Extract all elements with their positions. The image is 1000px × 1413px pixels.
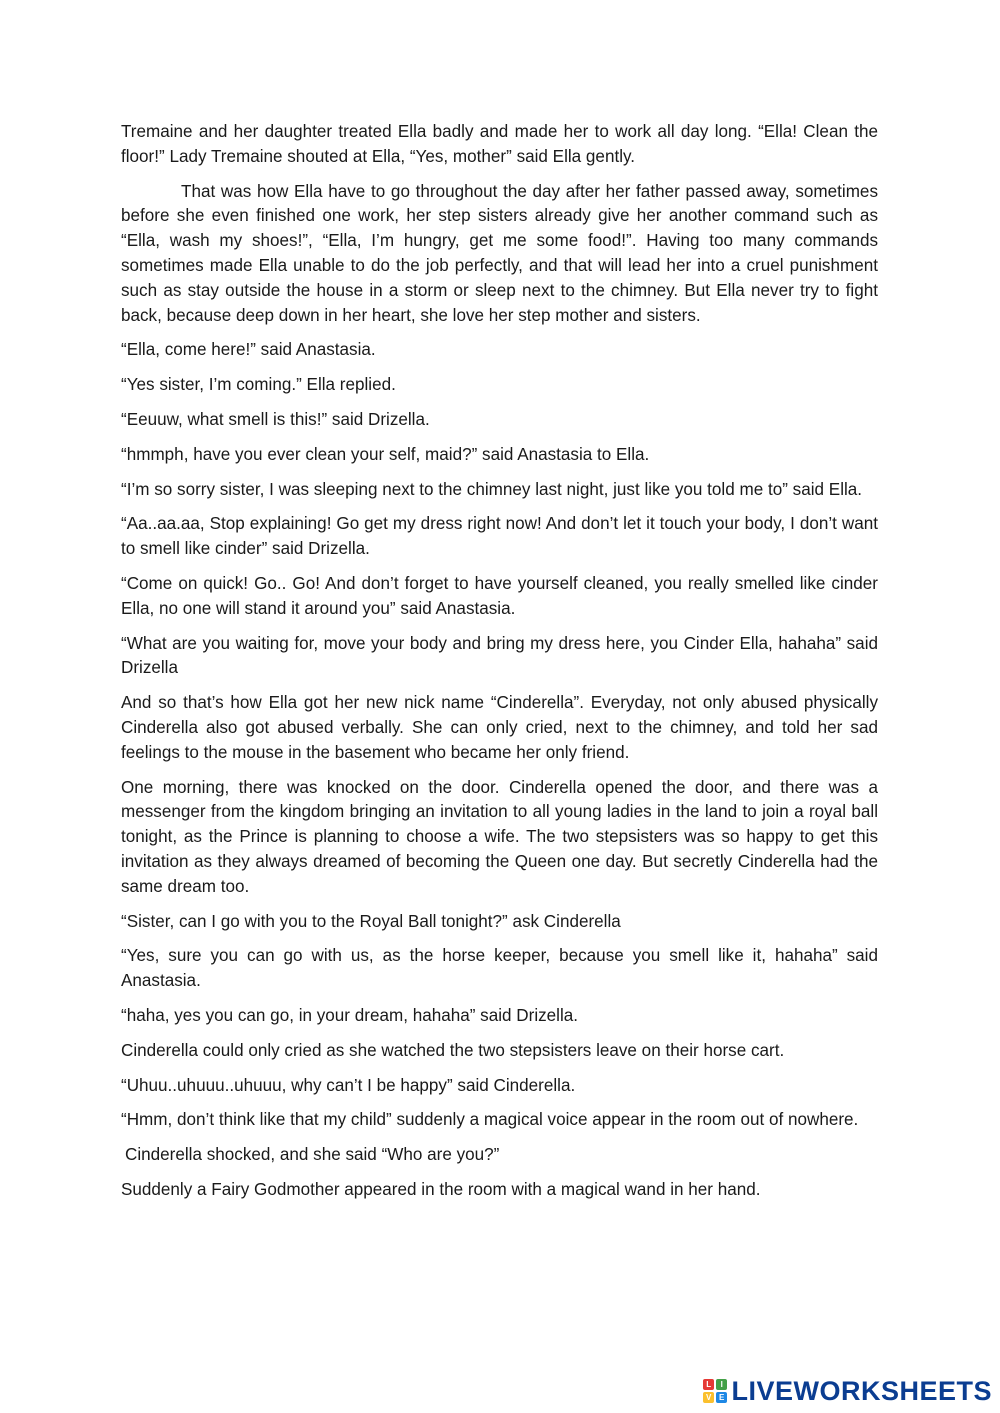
paragraph-7: “I’m so sorry sister, I was sleeping next to the chimney last night, just like you told me to” said Ella. [121, 479, 863, 499]
document-body [121, 120, 878, 1213]
paragraph-11: And so that’s how Ella got her new nick name “Cinderella”. Everyday, not only abused physically Cinderella also got abused verbally. She can only cried, next to the chimney, and told her sad feelings to the mouse in the basement who became her only friend. [121, 693, 878, 762]
brand-name: LIVEWORKSHEETS [731, 1376, 992, 1406]
paragraph-20: Suddenly a Fairy Godmother appeared in the room with a magical wand in her hand. [121, 1179, 761, 1199]
paragraph-13: “Sister, can I go with you to the Royal Ball tonight?” ask Cinderella [121, 911, 621, 931]
paragraph-19: Cinderella shocked, and she said “Who are you?” [125, 1145, 500, 1165]
logo-letter-v: V [703, 1392, 714, 1403]
paragraph-18: “Hmm, don’t think like that my child” suddenly a magical voice appear in the room out of nowhere. [121, 1110, 859, 1130]
paragraph-2: That was how Ella have to go throughout the day after her father passed away, sometimes before she even finished one work, her step sisters already give her another command such as “Ella, wash my shoes!”, “Ella, I’m hungry, get me some food!”. Having too many commands sometimes made Ella unable to do the job perfectly, and that will lead her into a cruel punishment such as stay outside the house in a storm or sleep next to the chimney. But Ella never try to fight back, because deep down in her heart, she love her step mother and sisters. [121, 181, 878, 325]
paragraph-4: “Yes sister, I’m coming.” Ella replied. [121, 375, 396, 395]
liveworksheets-logo-icon [703, 1379, 729, 1405]
paragraph-10: “What are you waiting for, move your body and bring my dress here, you Cinder Ella, hahaha” said Drizella [121, 633, 878, 678]
paragraph-1: Tremaine and her daughter treated Ella badly and made her to work all day long. “Ella! Clean the floor!” Lady Tremaine shouted at Ella, “Yes, mother” said Ella gently. [121, 122, 878, 166]
paragraph-17: “Uhuu..uhuuu..uhuuu, why can’t I be happy” said Cinderella. [121, 1075, 576, 1095]
paragraph-5: “Eeuuw, what smell is this!” said Drizella. [121, 409, 430, 429]
paragraph-12: One morning, there was knocked on the door. Cinderella opened the door, and there was a messenger from the kingdom bringing an invitation to all young ladies in the land to join a royal ball tonight, as the Prince is planning to choose a wife. The two stepsisters was so happy to get this invitation as they always dreamed of becoming the Queen one day. But secretly Cinderella had the same dream too. [121, 777, 878, 896]
paragraph-9: “Come on quick! Go.. Go! And don’t forget to have yourself cleaned, you really smelled like cinder Ella, no one will stand it around you” said Anastasia. [121, 573, 878, 618]
paragraph-8: “Aa..aa.aa, Stop explaining! Go get my dress right now! And don’t let it touch your body, I don’t want to smell like cinder” said Drizella. [121, 514, 878, 559]
paragraph-16: Cinderella could only cried as she watched the two stepsisters leave on their horse cart. [121, 1040, 785, 1060]
paragraph-3: “Ella, come here!” said Anastasia. [121, 340, 376, 360]
logo-letter-i: I [716, 1379, 727, 1390]
liveworksheets-brand [703, 1376, 992, 1407]
logo-letter-e: E [716, 1392, 727, 1403]
logo-letter-l: L [703, 1379, 714, 1390]
paragraph-15: “haha, yes you can go, in your dream, hahaha” said Drizella. [121, 1005, 579, 1025]
paragraph-14: “Yes, sure you can go with us, as the horse keeper, because you smell like it, hahaha” said Anastasia. [121, 946, 878, 991]
paragraph-6: “hmmph, have you ever clean your self, maid?” said Anastasia to Ella. [121, 444, 650, 464]
